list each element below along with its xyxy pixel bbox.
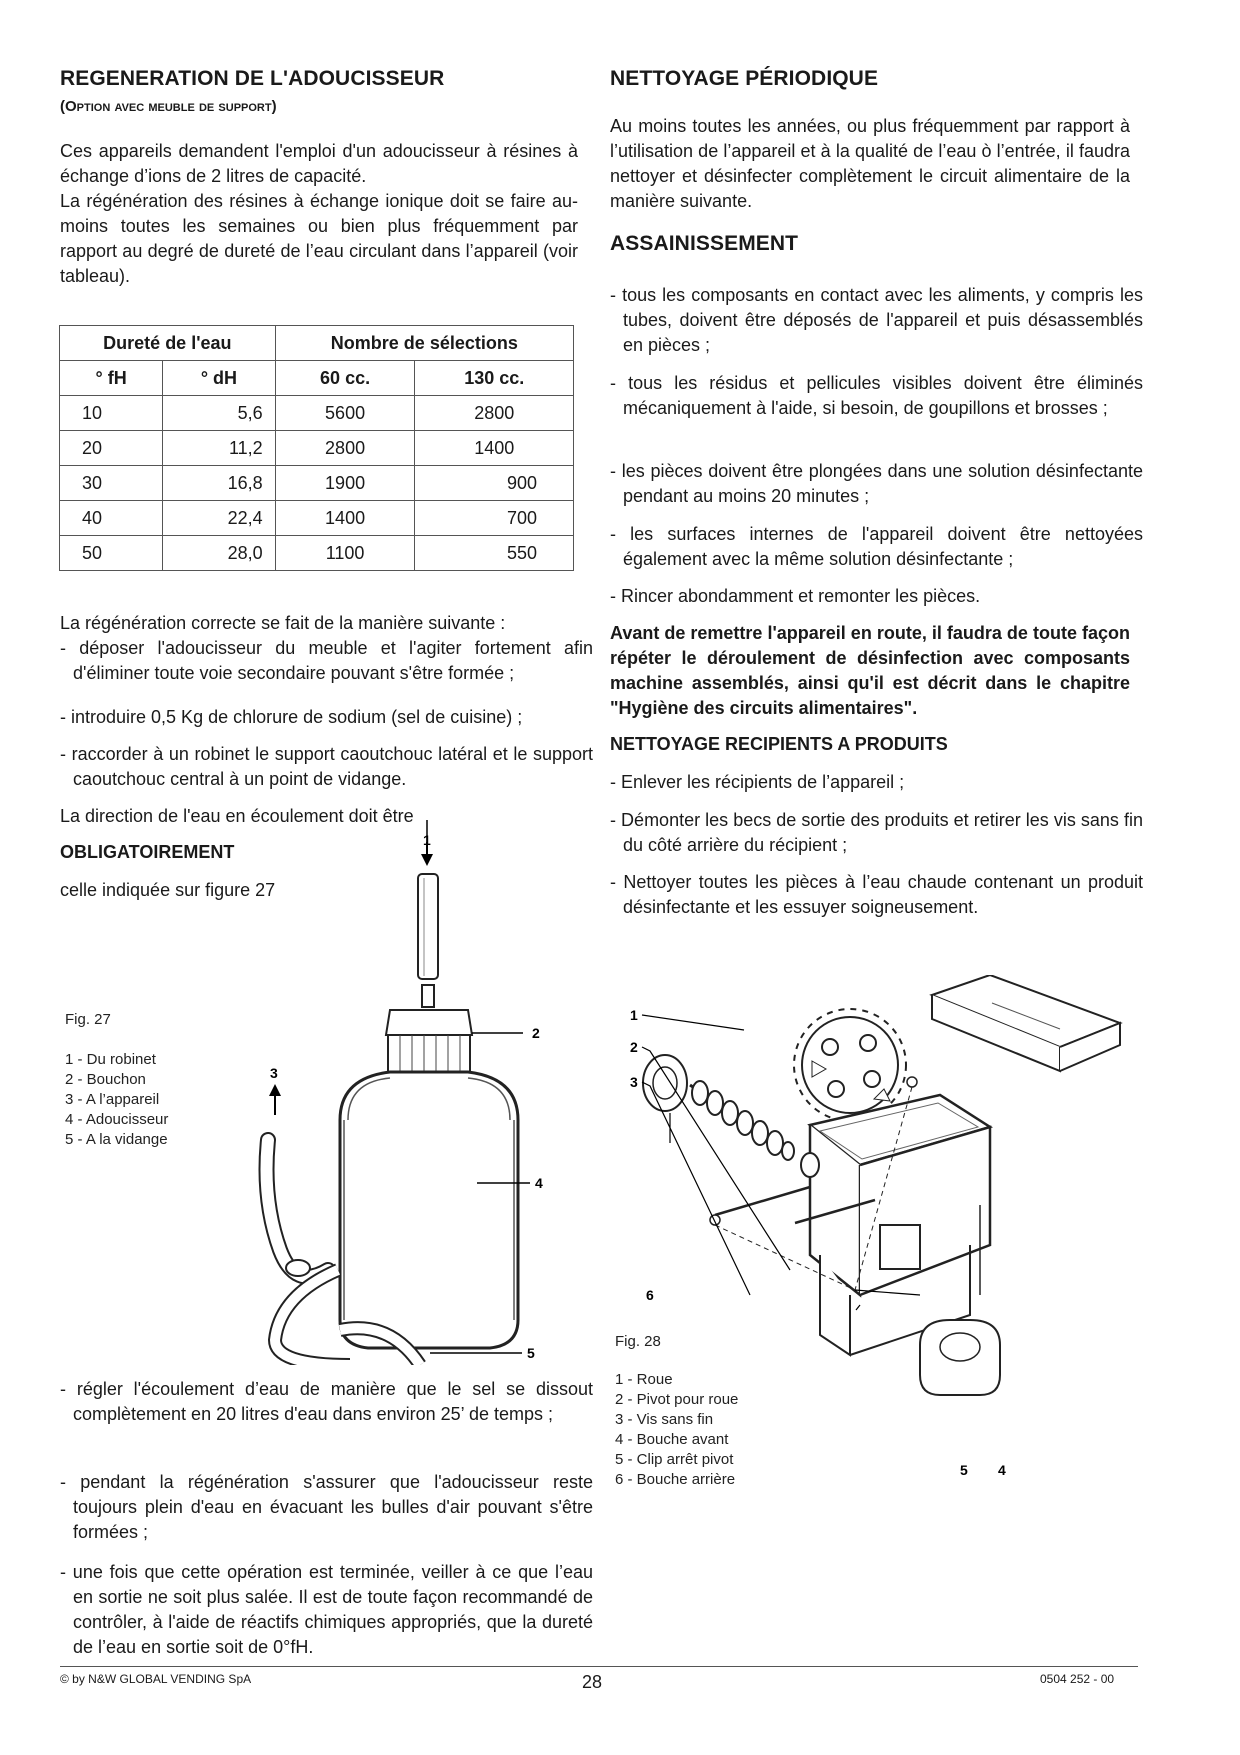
table-cell: 22,4 xyxy=(163,501,275,536)
table-cell: 900 xyxy=(415,466,574,501)
footer-copyright: © by N&W GLOBAL VENDING SpA xyxy=(60,1672,252,1686)
procedure-step-1: - déposer l'adoucisseur du meuble et l'agiter fortement afin d'éliminer toute voie secondaire pouvant s'être formée ; xyxy=(60,638,593,683)
procedure-step-4: - régler l'écoulement d’eau de manière que le sel se dissout complètement en 20 litres d'eau dans environ 25’ de temps ; xyxy=(60,1379,593,1424)
fig27-legend xyxy=(65,1050,168,1150)
table-row xyxy=(60,431,574,466)
footer-rule xyxy=(60,1666,1138,1667)
fig27-callout-2: 2 xyxy=(532,1025,540,1041)
legend-item: 4 - Bouche avant xyxy=(615,1431,729,1448)
table-cell: 11,2 xyxy=(163,431,275,466)
fig28-label: Fig. 28 xyxy=(615,1333,661,1350)
table-cell: 5600 xyxy=(275,396,415,431)
table-row xyxy=(60,466,574,501)
recipients-item-3: - Nettoyer toutes les pièces à l’eau chaude contenant un produit désinfectante et les essuyer soigneusement. xyxy=(610,872,1143,917)
table-cell: 50 xyxy=(60,536,163,571)
table-cell: 1900 xyxy=(275,466,415,501)
section-title-recipients: NETTOYAGE RECIPIENTS A PRODUITS xyxy=(610,734,948,754)
table-cell: 1100 xyxy=(275,536,415,571)
section-title-regeneration: REGENERATION DE L'ADOUCISSEUR xyxy=(60,67,445,90)
table-row xyxy=(60,536,574,571)
table-cell: 1400 xyxy=(275,501,415,536)
page-number: 28 xyxy=(582,1672,603,1692)
recipients-item-1: - Enlever les récipients de l’appareil ; xyxy=(610,772,905,792)
intro-paragraph-2: La régénération des résines à échange ionique doit se faire au-moins toutes les semaines ou bien plus fréquemment par rapport au degré de dureté de l’eau circulant dans l’appareil (voir tableau). xyxy=(60,191,578,286)
table-header-hardness: Dureté de l'eau xyxy=(60,326,276,361)
legend-item: 5 - Clip arrêt pivot xyxy=(615,1451,734,1468)
table-cell: 30 xyxy=(60,466,163,501)
legend-item: 4 - Adoucisseur xyxy=(65,1111,169,1128)
legend-item: 6 - Bouche arrière xyxy=(615,1471,736,1488)
table-header-fh: ° fH xyxy=(60,361,163,396)
procedure-step-5: - pendant la régénération s'assurer que l'adoucisseur reste toujours plein d'eau en évacuant les bulles d'air pouvant s'être formées ; xyxy=(60,1472,593,1542)
fig28-callout-5: 5 xyxy=(960,1462,968,1478)
fig27-callout-4: 4 xyxy=(535,1175,543,1191)
table-cell: 10 xyxy=(60,396,163,431)
table-header-60cc: 60 cc. xyxy=(275,361,415,396)
section-title-nettoyage: NETTOYAGE PÉRIODIQUE xyxy=(610,67,879,90)
table-cell: 28,0 xyxy=(163,536,275,571)
legend-item: 1 - Roue xyxy=(615,1371,673,1388)
procedure-step-2: - introduire 0,5 Kg de chlorure de sodium (sel de cuisine) ; xyxy=(60,707,523,727)
table-header-selections: Nombre de sélections xyxy=(275,326,573,361)
table-header-130cc: 130 cc. xyxy=(415,361,574,396)
direction-bold: OBLIGATOIREMENT xyxy=(60,842,235,862)
table-cell: 5,6 xyxy=(163,396,275,431)
worm-screw-icon xyxy=(690,1081,794,1160)
nettoyage-paragraph: Au moins toutes les années, ou plus fréquemment par rapport à l’utilisation de l’appareil et à la qualité de l’eau ò l’entrée, il faudra nettoyer et désinfecter complètement le circuit alimentaire de la manière suivante. xyxy=(610,116,1130,211)
table-cell: 2800 xyxy=(275,431,415,466)
fig28-callout-3: 3 xyxy=(630,1074,638,1090)
fig27-callout-1: 1 xyxy=(423,832,431,848)
table-cell: 20 xyxy=(60,431,163,466)
assainissement-item-1: - tous les composants en contact avec les aliments, y compris les tubes, doivent être déposés de l'appareil et puis désassemblés en pièces ; xyxy=(610,285,1143,355)
fig27-callout-5: 5 xyxy=(527,1345,535,1361)
recipients-item-2: - Démonter les becs de sortie des produits et retirer les vis sans fin du côté arrière du récipient ; xyxy=(610,810,1143,855)
table-cell: 550 xyxy=(415,536,574,571)
legend-item: 2 - Bouchon xyxy=(65,1071,146,1088)
wheel-icon xyxy=(794,1009,906,1121)
fig27-callout-3: 3 xyxy=(270,1065,278,1081)
bold-warning-paragraph: Avant de remettre l'appareil en route, il faudra de toute façon répéter le déroulement de désinfection avec composants machine assemblés, ainsi qu'il est décrit dans le chapitre "Hygiène des circuits alimentaires". xyxy=(610,623,1130,718)
intro-paragraph-1: Ces appareils demandent l'emploi d'un adoucisseur à résines à échange d’ions de 2 litres de capacité. xyxy=(60,141,578,186)
legend-item: 1 - Du robinet xyxy=(65,1051,156,1068)
direction-text: La direction de l'eau en écoulement doit être xyxy=(60,806,414,826)
assainissement-item-3: - les pièces doivent être plongées dans une solution désinfectante pendant au moins 20 minutes ; xyxy=(610,461,1143,506)
hardness-table xyxy=(59,325,574,571)
procedure-step-6: - une fois que cette opération est terminée, veiller à ce que l’eau en sortie ne soit plus salée. Il est de toute façon recommandé de contrôler, à l'aide de réactifs chimiques appropriés, que la dureté de l’eau en sortie soit de 0°fH. xyxy=(60,1562,593,1657)
figure-27-softener xyxy=(240,820,580,1365)
footer-doc-code: 0504 252 - 00 xyxy=(1040,1672,1115,1686)
legend-item: 2 - Pivot pour roue xyxy=(615,1391,739,1408)
legend-item: 3 - A l’appareil xyxy=(65,1091,160,1108)
fig28-callout-1: 1 xyxy=(630,1007,638,1023)
direction-ref: celle indiquée sur figure 27 xyxy=(60,880,276,900)
table-cell: 1400 xyxy=(415,431,574,466)
assainissement-item-5: - Rincer abondamment et remonter les pièces. xyxy=(610,586,981,606)
legend-item: 5 - A la vidange xyxy=(65,1131,168,1148)
legend-item: 3 - Vis sans fin xyxy=(615,1411,714,1428)
procedure-step-3: - raccorder à un robinet le support caoutchouc latéral et le support caoutchouc central à un point de vidange. xyxy=(60,744,593,789)
table-cell: 2800 xyxy=(415,396,574,431)
table-header-dh: ° dH xyxy=(163,361,275,396)
fig27-label: Fig. 27 xyxy=(65,1011,111,1028)
figure-28-container xyxy=(620,975,1140,1495)
fig28-callout-4: 4 xyxy=(998,1462,1006,1478)
assainissement-item-4: - les surfaces internes de l'appareil doivent être nettoyées également avec la même solution désinfectante ; xyxy=(610,524,1143,569)
table-row xyxy=(60,396,574,431)
fig28-callout-2: 2 xyxy=(630,1039,638,1055)
table-cell: 16,8 xyxy=(163,466,275,501)
table-row xyxy=(60,501,574,536)
procedure-intro: La régénération correcte se fait de la manière suivante : xyxy=(60,613,506,633)
assainissement-item-2: - tous les résidus et pellicules visibles doivent être éliminés mécaniquement à l'aide, si besoin, de goupillons et brosses ; xyxy=(610,373,1143,418)
section-subtitle: (Option avec meuble de support) xyxy=(60,98,277,115)
fig28-callout-6: 6 xyxy=(646,1287,654,1303)
table-cell: 40 xyxy=(60,501,163,536)
section-title-assainissement: ASSAINISSEMENT xyxy=(610,232,799,255)
table-cell: 700 xyxy=(415,501,574,536)
